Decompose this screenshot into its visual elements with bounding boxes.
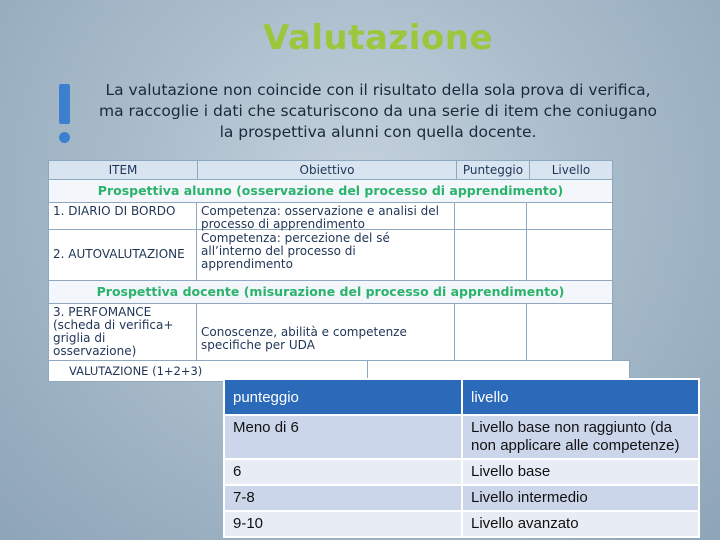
score-cell: [455, 203, 527, 229]
total-label: VALUTAZIONE (1+2+3): [49, 361, 368, 381]
header-item: ITEM: [49, 161, 198, 179]
score-cell: [455, 230, 527, 280]
score-table: [223, 378, 700, 538]
table-row: [224, 415, 699, 459]
slide-title: Valutazione: [262, 18, 494, 58]
level-cell: Livello base non raggiunto (da non applicare alle competenze): [462, 415, 699, 459]
score-cell: 7-8: [224, 485, 462, 511]
intro-text: [58, 80, 698, 143]
header-goal: Obiettivo: [198, 161, 457, 179]
item-cell: 1. DIARIO DI BORDO: [49, 203, 197, 229]
level-cell: Livello base: [462, 459, 699, 485]
item-cell: 3. PERFOMANCE (scheda di verifica+ griglia di osservazione): [49, 304, 197, 360]
table-row: [224, 485, 699, 511]
header-punteggio: punteggio: [224, 379, 462, 415]
level-cell: [527, 230, 612, 280]
score-cell: 6: [224, 459, 462, 485]
score-cell: 9-10: [224, 511, 462, 537]
intro-line: La valutazione non coincide con il risultato della sola prova di verifica,: [105, 81, 651, 99]
section-teacher: Prospettiva docente (misurazione del processo di apprendimento): [49, 281, 612, 304]
item-cell: 2. AUTOVALUTAZIONE: [49, 230, 197, 280]
header-level: Livello: [551, 163, 591, 177]
table-row: [49, 203, 612, 230]
level-cell: Livello avanzato: [462, 511, 699, 537]
table-row: [49, 230, 612, 281]
table-row: [224, 511, 699, 537]
score-table-header: [224, 379, 699, 415]
header-score: Punteggio: [457, 161, 530, 179]
level-cell: Livello intermedio: [462, 485, 699, 511]
goal-cell: Competenza: percezione del sé all’interno del processo di apprendimento: [197, 230, 455, 280]
intro-line: ma raccoglie i dati che scaturiscono da una serie di item che coniugano: [98, 102, 658, 120]
item-table-header: [49, 161, 612, 180]
table-row: [49, 304, 612, 360]
intro-line: la prospettiva alunni con quella docente.: [219, 123, 537, 141]
header-livello: livello: [462, 379, 699, 415]
goal-cell: Conoscenze, abilità e competenze specifiche per UDA: [197, 304, 455, 360]
goal-cell: Competenza: osservazione e analisi del processo di apprendimento: [197, 203, 455, 229]
score-cell: Meno di 6: [224, 415, 462, 459]
score-cell: [455, 304, 527, 360]
item-table: [48, 160, 613, 380]
level-cell: [527, 304, 612, 360]
table-row: [224, 459, 699, 485]
level-cell: [527, 203, 612, 229]
section-student: Prospettiva alunno (osservazione del processo di apprendimento): [49, 180, 612, 203]
